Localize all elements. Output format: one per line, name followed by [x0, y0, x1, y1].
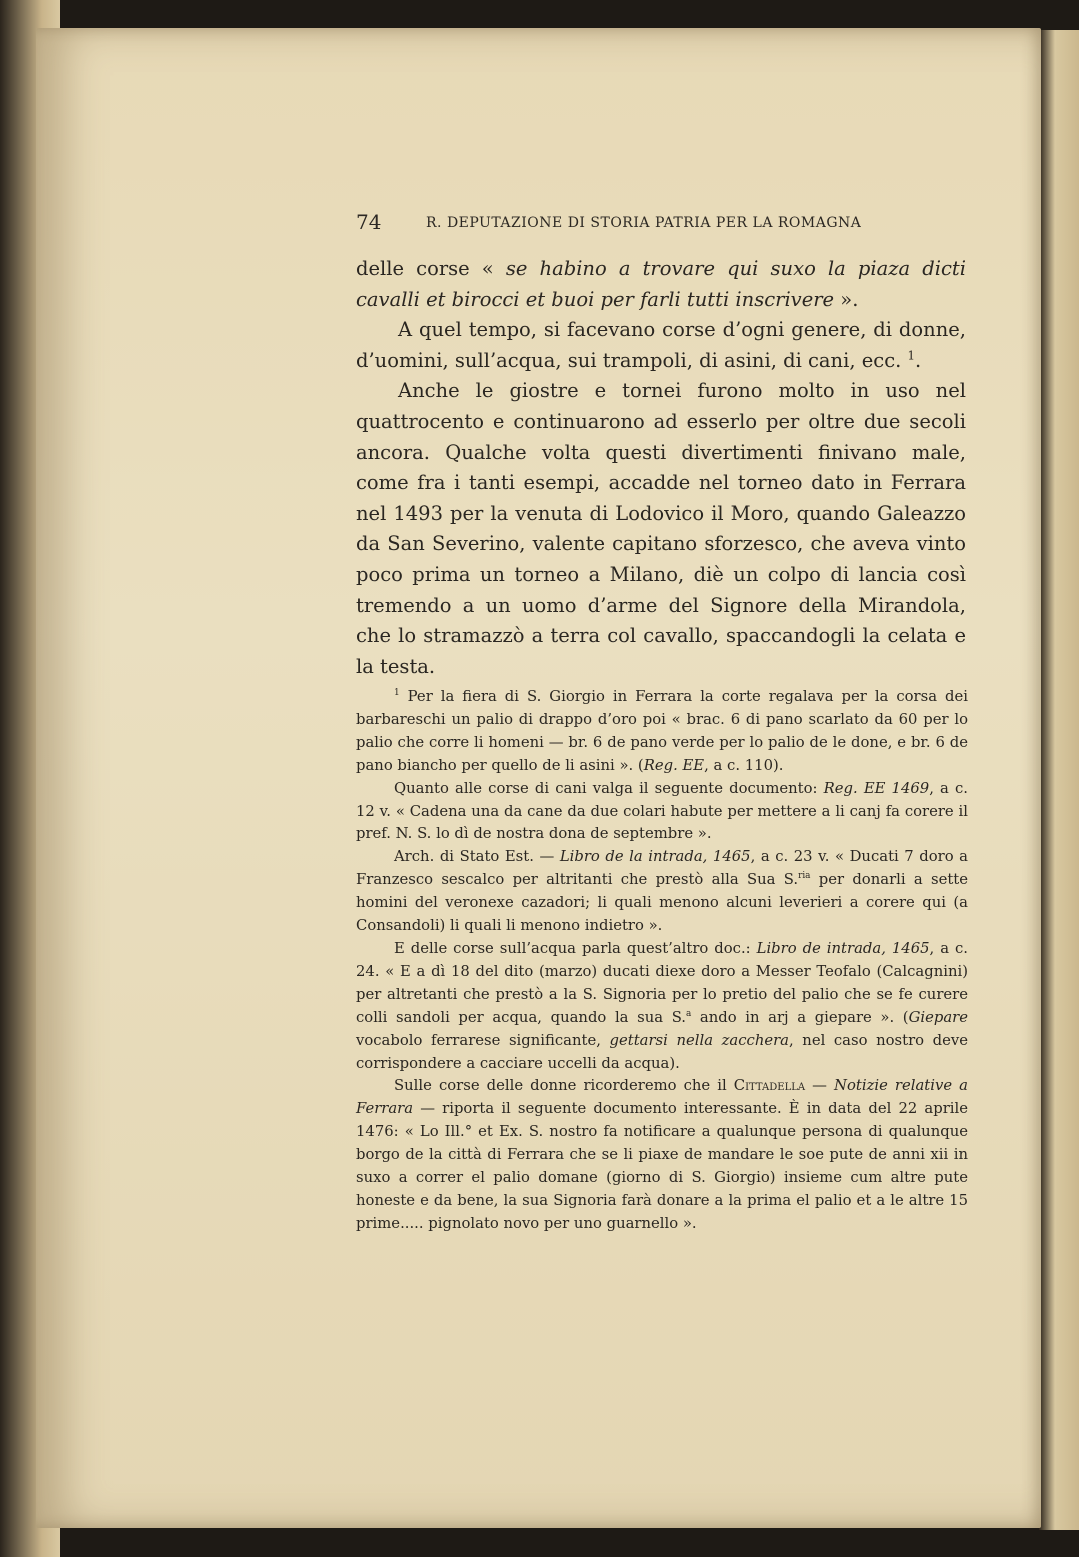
footnote-ref: 1 [907, 348, 915, 363]
main-text [356, 254, 966, 682]
page-number: 74 [356, 210, 382, 234]
quoted-decree: se habino a trovare qui suxo la piaza dicti cavalli et birocci et buoi per farli tutti inscrivere [356, 257, 966, 311]
paragraph-3: Anche le giostre e tornei furono molto in uso nel quattrocento e continuarono ad esserlo per oltre due secoli ancora. Qualche volta questi divertimenti finivano male, come fra i tanti esempi, accadde nel torneo dato in Ferrara nel 1493 per la venuta di Lodovico il Moro, quando Galeazzo da San Severino, valente capitano sforzesco, che aveva vinto poco prima un torneo a Milano, diè un colpo di lancia così tremendo a un uomo d’arme del Signore della Mirandola, che lo stramazzò a terra col cavallo, spaccandogli la celata e la testa. [356, 379, 966, 678]
paragraph-2: A quel tempo, si facevano corse d’ogni genere, di donne, d’uomini, sull’acqua, sui trampoli, di asini, di cani, ecc. $^1$. [356, 318, 966, 372]
footnote-para-4: E delle corse sull’acqua parla quest’altro doc.: Libro de intrada, 1465, a c. 24. « E a dì 18 del dito (marzo) ducati diexe doro a Messer Teofalo (Calcagnini) per altretanti che prestò a la S. Signoria per lo pretio del palio che se fe curere colli sandoli per acqua, quando la sua S.$^a$ ando in arj a giepare ». (Giepare vocabolo ferrarese significante, gettarsi nella zacchera, nel caso nostro deve corrispondere a cacciare uccelli da acqua). [356, 939, 969, 1072]
footnote-para-5: Sulle corse delle donne ricorderemo che il Cittadella — Notizie relative a Ferrara — riporta il seguente documento interessante. È in data del 22 aprile 1476: « Lo Ill.° et Ex. S. nostro fa notificare a qualunque persona di qualunque borgo de la città di Ferrara che se li piaxe de mandare le soe pute de anni xii in suxo a correr el palio domane (giorno di S. Giorgio) insieme cum altre pute honeste e da bene, la sua Signoria farà donare a la prima el palio et a le altre 15 prime..... pignolato novo per uno guarnello ». [356, 1077, 968, 1232]
paragraph-1: delle corse « se habino a trovare qui suxo la piaza dicti cavalli et birocci et buoi per farli tutti inscrivere ». [356, 257, 966, 311]
page-header [356, 210, 968, 240]
footnote-1: $^1$ Per la fiera di S. Giorgio in Ferrara la corte regalava per la corsa dei barbareschi un palio di drappo d’oro poi « brac. 6 di pano scarlato da 60 per lo palio che corre li homeni — br. 6 de pano verde per lo palio de le done, e br. 6 de pano biancho per quello de li asini ». (Reg. EE, a c. 110). [356, 688, 968, 774]
footnotes [356, 686, 968, 1236]
footnote-para-2: Quanto alle corse di cani valga il seguente documento: Reg. EE 1469, a c. 12 v. « Cadena una da cane da due colari habute per mettere a li canj fa corere il pref. N. S. lo dì de nostra dona de septembre ». [356, 779, 968, 843]
running-head: R. DEPUTAZIONE DI STORIA PATRIA PER LA ROMAGNA [426, 215, 862, 231]
next-page-edge [1039, 30, 1079, 1530]
footnote-number: 1 [394, 688, 400, 699]
footnote-para-3: Arch. di Stato Est. — Libro de la intrada, 1465, a c. 23 v. « Ducati 7 doro a Franzesco sescalco per altritanti che prestò alla Sua S.$^{ria}$ per donarli a sette homini del veronexe cazadori; li quali menono alcuni leverieri a corere qui (a Consandoli) li quali li menono indietro ». [356, 848, 968, 935]
